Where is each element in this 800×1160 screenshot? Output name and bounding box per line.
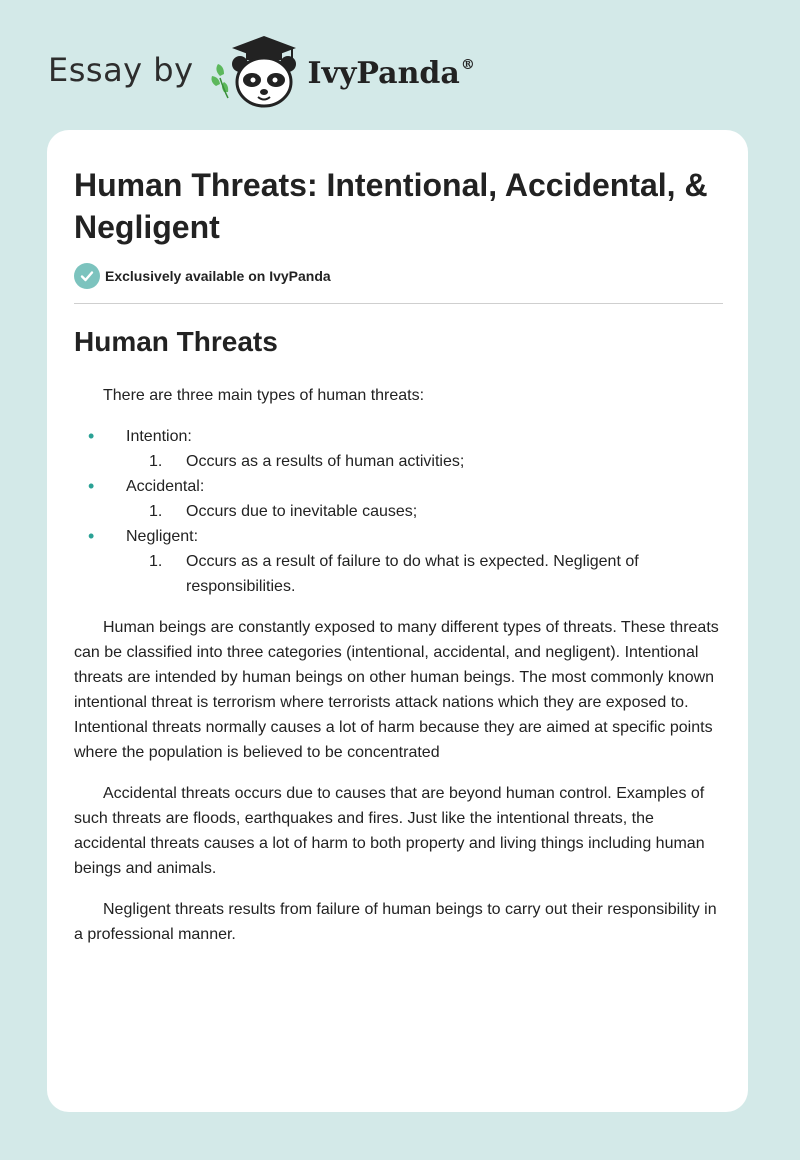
bullet-dot-icon: • [88,426,95,446]
essay-by-label: Essay by [48,51,194,89]
brand-name[interactable]: IvyPanda® [307,55,475,91]
check-circle-icon [74,263,100,289]
section-heading: Human Threats [74,326,278,357]
sub-list-item: 1. Occurs as a result of failure to do what is expected. Negligent of responsibilities. [149,553,639,595]
body-paragraph: Human beings are constantly exposed to many different types of threats. These threats can be classified into three categories (intentional, accidental, and negligent). Intentional threats are intended by human beings on other human beings. The most commonly known intentional threat is terrorism where terrorists attack nations which they are exposed to. Intentional threats normally causes a lot of harm because they are aimed at specific points where the population is believed to be concentrated [74,619,719,761]
list-item: • Negligent: [74,524,724,549]
sub-list-item: 1. Occurs due to inevitable causes; [149,503,418,520]
page-title: Human Threats: Intentional, Accidental, & Negligent [74,167,708,245]
intro-paragraph: There are three main types of human threats: [103,387,425,404]
list-item: • Intention: [74,424,724,449]
exclusive-label: Exclusively available on IvyPanda [105,268,331,284]
body-paragraph: Accidental threats occurs due to causes that are beyond human control. Examples of such threats are floods, earthquakes and fires. Just like the intentional threats, the accidental threats causes a lot of harm to both property and living things including human beings and animals. [74,785,705,877]
essay-card [47,130,748,1112]
divider [74,303,723,304]
body-paragraph: Negligent threats results from failure of human beings to carry out their responsibility in a professional manner. [74,901,717,943]
sub-list-item: 1. Occurs as a results of human activities; [149,453,465,470]
exclusive-badge [74,263,331,289]
panda-graduate-icon[interactable] [210,30,302,110]
bullet-dot-icon: • [88,526,95,546]
essay-body [74,383,724,963]
site-header [48,30,475,110]
bullet-dot-icon: • [88,476,95,496]
list-item: • Accidental: [74,474,724,499]
threat-list [74,424,724,599]
